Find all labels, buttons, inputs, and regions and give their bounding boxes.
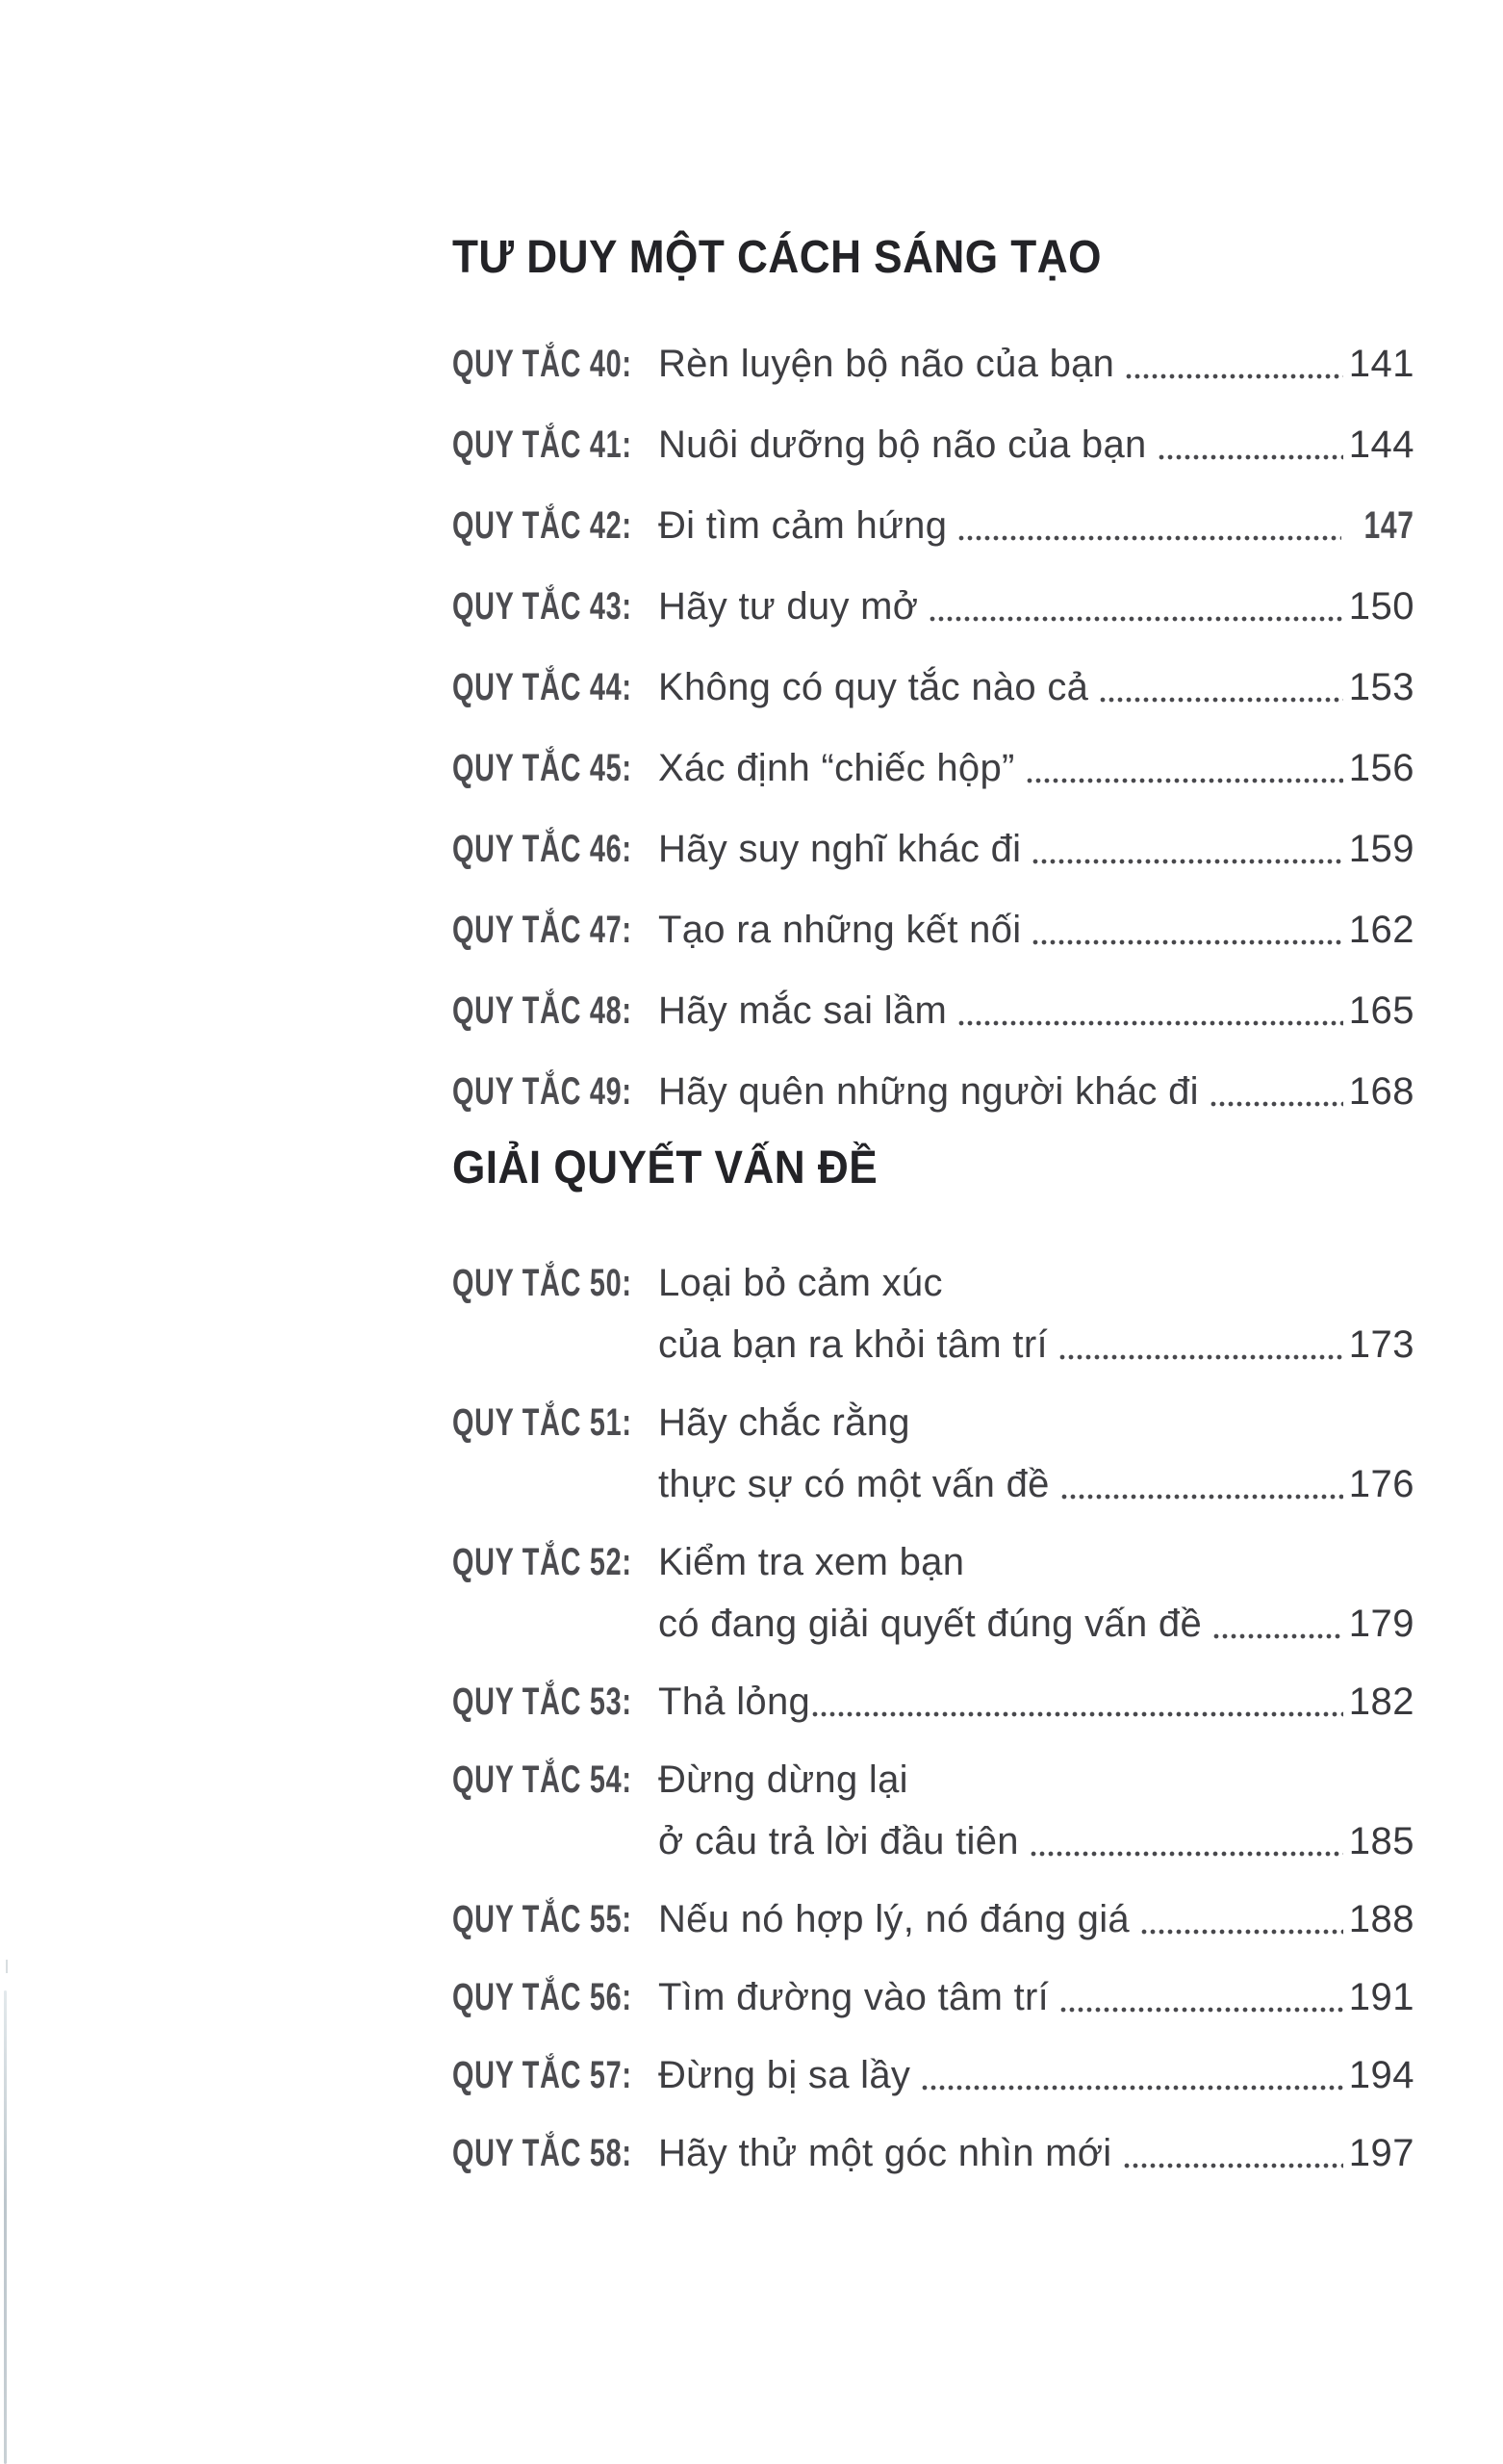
toc-entry-title: Đừng bị sa lầy [658, 2054, 911, 2096]
toc-entry [452, 2044, 1414, 2106]
toc-entry-title: Xác định “chiếc hộp” [658, 747, 1015, 789]
toc-section [452, 1142, 1414, 2184]
toc-entry-rule-label [452, 1888, 658, 1950]
toc-page-number: 176 [1348, 1463, 1414, 1505]
toc-entry-line [658, 1810, 1414, 1872]
toc-entry-body [658, 980, 1414, 1041]
toc-entry-title: Kiểm tra xem bạn [658, 1541, 965, 1583]
toc-page-number-text: 147 [1363, 504, 1414, 547]
toc-entry [452, 737, 1414, 799]
toc-entry-line [658, 414, 1414, 475]
toc-entry [452, 1671, 1414, 1732]
dotted-leader [958, 535, 1341, 541]
toc-page-number: 153 [1348, 666, 1414, 708]
toc-entry-body [658, 2044, 1414, 2106]
toc-entry-body [658, 1966, 1414, 2028]
toc-entry-line [658, 1888, 1414, 1950]
toc-page-number: 194 [1348, 2054, 1414, 2096]
toc-entry-body [658, 1392, 1414, 1515]
toc-entry-body [658, 1888, 1414, 1950]
toc-entry-title: Nuôi dưỡng bộ não của bạn [658, 424, 1147, 466]
toc-entry-rule-label-text: QUY TẮC 48: [452, 989, 632, 1032]
toc-entry-rule-label-text: QUY TẮC 44: [452, 666, 632, 708]
toc-entry-rule-label-text: QUY TẮC 50: [452, 1262, 632, 1304]
toc-entry-title: Rèn luyện bộ não của bạn [658, 343, 1115, 385]
toc-entry-rule-label-text: QUY TẮC 55: [452, 1898, 632, 1940]
toc-entry-line [658, 980, 1414, 1041]
toc-entry [452, 495, 1414, 556]
toc-entry-title: có đang giải quyết đúng vấn đề [658, 1603, 1202, 1645]
toc-entry-title: Thả lỏng [658, 1681, 811, 1723]
toc-entry-rule-label [452, 1531, 658, 1593]
toc-entry-line [658, 737, 1414, 799]
toc-entry-line [658, 495, 1414, 556]
dotted-leader [930, 616, 1342, 622]
toc-page-number [1347, 495, 1414, 556]
toc-entry-line [658, 1749, 1414, 1810]
toc-page-number: 179 [1348, 1603, 1414, 1645]
toc-entry-line [658, 1531, 1414, 1593]
toc-entry-title: Đừng dừng lại [658, 1758, 908, 1801]
toc-entry-body [658, 899, 1414, 961]
toc-entry-rule-label [452, 495, 658, 556]
toc-entry-line [658, 1453, 1414, 1515]
toc-entry-body [658, 737, 1414, 799]
toc-entry [452, 1531, 1414, 1655]
toc-entry-line [658, 1392, 1414, 1453]
toc-section [452, 231, 1414, 1122]
toc-entry-line [658, 2044, 1414, 2106]
scan-artifact-line [4, 1990, 7, 2464]
toc-entry-body [658, 656, 1414, 718]
toc-entry-rule-label-text: QUY TẮC 53: [452, 1681, 632, 1723]
toc-entry-title: Tìm đường vào tâm trí [658, 1976, 1050, 2018]
toc-page-number: 185 [1348, 1820, 1414, 1862]
toc-page-number: 159 [1348, 828, 1414, 870]
toc-entry-rule-label-text: QUY TẮC 52: [452, 1541, 632, 1583]
toc-entry-line [658, 656, 1414, 718]
toc-page-number: 191 [1348, 1976, 1414, 2018]
dotted-leader [1027, 778, 1343, 783]
toc-entry [452, 1888, 1414, 1950]
dotted-leader [1213, 1633, 1343, 1639]
toc-entry-rule-label [452, 333, 658, 395]
table-of-contents [452, 231, 1414, 2200]
dotted-leader [812, 1711, 1343, 1717]
toc-entry [452, 1392, 1414, 1515]
dotted-leader [1141, 1929, 1343, 1935]
toc-entry-body [658, 576, 1414, 637]
toc-page-number: 197 [1348, 2132, 1414, 2174]
toc-page-number: 182 [1348, 1681, 1414, 1723]
toc-entry-rule-label-text: QUY TẮC 51: [452, 1401, 632, 1444]
toc-entry-line [658, 1966, 1414, 2028]
toc-entry-title: thực sự có một vấn đề [658, 1463, 1050, 1505]
toc-entry-rule-label [452, 1671, 658, 1732]
toc-entry [452, 1966, 1414, 2028]
toc-entry-title: Hãy thử một góc nhìn mới [658, 2132, 1112, 2174]
toc-entry-rule-label [452, 737, 658, 799]
toc-entry-rule-label [452, 576, 658, 637]
toc-entry-line [658, 1671, 1414, 1732]
section-header-text: GIẢI QUYẾT VẤN ĐỀ [452, 1142, 879, 1194]
toc-entry-rule-label-text: QUY TẮC 56: [452, 1976, 632, 2018]
toc-entry [452, 980, 1414, 1041]
toc-entry-line [658, 1061, 1414, 1122]
toc-entry-rule-label-text: QUY TẮC 41: [452, 424, 632, 466]
toc-page-number: 168 [1348, 1070, 1414, 1113]
dotted-leader [1032, 939, 1342, 945]
toc-entry [452, 818, 1414, 880]
toc-page-number: 165 [1348, 989, 1414, 1032]
dotted-leader [1210, 1101, 1343, 1107]
dotted-leader [1159, 454, 1343, 460]
toc-entry-rule-label-text: QUY TẮC 57: [452, 2054, 632, 2096]
toc-entry-rule-label-text: QUY TẮC 40: [452, 343, 632, 385]
toc-entry-rule-label [452, 2122, 658, 2184]
toc-page-number: 188 [1348, 1898, 1414, 1940]
toc-entry-body [658, 414, 1414, 475]
dotted-leader [1100, 697, 1343, 703]
section-header [452, 1142, 1414, 1195]
toc-entry-line [658, 818, 1414, 880]
toc-entry-body [658, 818, 1414, 880]
toc-entry-body [658, 495, 1414, 556]
dotted-leader [1059, 1354, 1343, 1360]
toc-entry-rule-label [452, 656, 658, 718]
toc-entry-line [658, 333, 1414, 395]
scan-artifact-tick [6, 1960, 8, 1973]
toc-entry-title: Loại bỏ cảm xúc [658, 1262, 943, 1304]
toc-entry-rule-label [452, 1392, 658, 1453]
section-header [452, 231, 1414, 285]
dotted-leader [958, 1020, 1343, 1026]
toc-entry-rule-label [452, 818, 658, 880]
toc-entry-title: Không có quy tắc nào cả [658, 666, 1089, 708]
toc-entry [452, 333, 1414, 395]
toc-entry-rule-label-text: QUY TẮC 54: [452, 1758, 632, 1801]
toc-entry [452, 576, 1414, 637]
toc-entry-rule-label [452, 1749, 658, 1810]
toc-entry-body [658, 1252, 1414, 1375]
toc-page-number: 156 [1348, 747, 1414, 789]
toc-entry-rule-label [452, 1966, 658, 2028]
toc-entry [452, 414, 1414, 475]
toc-entry-rule-label-text: QUY TẮC 47: [452, 909, 632, 951]
toc-entry-body [658, 1061, 1414, 1122]
toc-entry-title: Đi tìm cảm hứng [658, 504, 948, 547]
toc-entry-line [658, 899, 1414, 961]
toc-page-number: 141 [1348, 343, 1414, 385]
toc-page-number: 144 [1348, 424, 1414, 466]
toc-entry-rule-label-text: QUY TẮC 49: [452, 1070, 632, 1113]
toc-entry-title: Tạo ra những kết nối [658, 909, 1022, 951]
dotted-leader [1061, 1494, 1343, 1500]
toc-entry-rule-label-text: QUY TẮC 46: [452, 828, 632, 870]
toc-entry-title: ở câu trả lời đầu tiên [658, 1820, 1019, 1862]
toc-entry-rule-label-text: QUY TẮC 45: [452, 747, 632, 789]
toc-entry-line [658, 1252, 1414, 1314]
toc-entry-rule-label-text: QUY TẮC 43: [452, 585, 632, 628]
toc-entry-rule-label [452, 1252, 658, 1314]
toc-entry-title: Hãy suy nghĩ khác đi [658, 828, 1022, 870]
toc-entry-body [658, 1749, 1414, 1872]
toc-entry-rule-label [452, 2044, 658, 2106]
toc-page-number: 150 [1348, 585, 1414, 628]
toc-entry-line [658, 1593, 1414, 1655]
toc-entry [452, 2122, 1414, 2184]
toc-entry-body [658, 1671, 1414, 1732]
toc-entry-body [658, 333, 1414, 395]
toc-entry-title: Hãy mắc sai lầm [658, 989, 948, 1032]
toc-entry-rule-label [452, 414, 658, 475]
toc-entry-line [658, 576, 1414, 637]
dotted-leader [1126, 373, 1343, 379]
toc-entry-title: Hãy tư duy mở [658, 585, 919, 628]
toc-entry [452, 1252, 1414, 1375]
toc-entry-body [658, 1531, 1414, 1655]
dotted-leader [1124, 2163, 1343, 2169]
toc-entry-title: Hãy quên những người khác đi [658, 1070, 1199, 1113]
section-header-text: TƯ DUY MỘT CÁCH SÁNG TẠO [452, 232, 1102, 283]
toc-entry-rule-label-text: QUY TẮC 42: [452, 504, 632, 547]
toc-entry-rule-label [452, 980, 658, 1041]
dotted-leader [1031, 1851, 1343, 1857]
dotted-leader [922, 2085, 1343, 2091]
toc-entry-rule-label [452, 899, 658, 961]
toc-entry-line [658, 1314, 1414, 1375]
toc-entry [452, 656, 1414, 718]
toc-entry-body [658, 2122, 1414, 2184]
toc-entry-title: Nếu nó hợp lý, nó đáng giá [658, 1898, 1130, 1940]
toc-entry [452, 899, 1414, 961]
toc-entry-line [658, 2122, 1414, 2184]
toc-page-number: 162 [1348, 909, 1414, 951]
dotted-leader [1032, 859, 1342, 864]
toc-entry [452, 1749, 1414, 1872]
toc-entry-title: Hãy chắc rằng [658, 1401, 910, 1444]
toc-entry-rule-label-text: QUY TẮC 58: [452, 2132, 632, 2174]
dotted-leader [1060, 2007, 1343, 2013]
toc-page-number: 173 [1348, 1323, 1414, 1366]
toc-entry-title: của bạn ra khỏi tâm trí [658, 1323, 1048, 1366]
toc-entry [452, 1061, 1414, 1122]
toc-entry-rule-label [452, 1061, 658, 1122]
